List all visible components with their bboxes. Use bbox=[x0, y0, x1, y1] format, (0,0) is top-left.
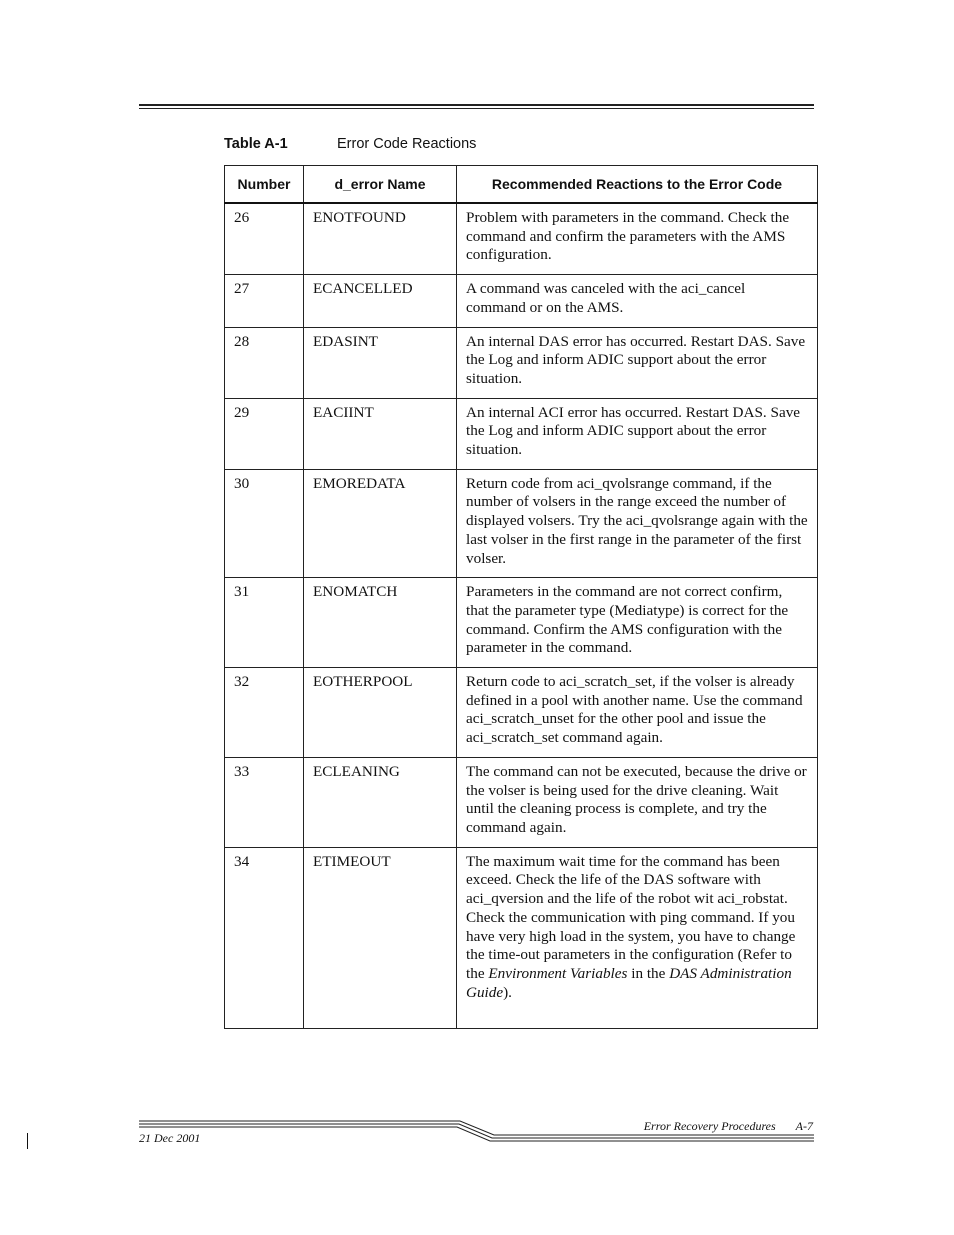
footer-section bbox=[644, 1119, 813, 1134]
error-reaction: Problem with parameters in the command. Check the command and confirm the parameters with the AMS configuration. bbox=[457, 203, 818, 275]
error-number: 33 bbox=[225, 757, 304, 847]
error-name: EACIINT bbox=[304, 398, 457, 469]
header-number: Number bbox=[225, 166, 304, 204]
error-number: 27 bbox=[225, 275, 304, 327]
reaction-text: ). bbox=[503, 983, 512, 1001]
header-reaction: Recommended Reactions to the Error Code bbox=[457, 166, 818, 204]
error-reaction: Parameters in the command are not correct confirm, that the parameter type (Mediatype) is correct for the command. Confirm the AMS configuration with the parameter in the command. bbox=[457, 578, 818, 668]
error-number: 29 bbox=[225, 398, 304, 469]
header-name: d_error Name bbox=[304, 166, 457, 204]
table-caption-title: Error Code Reactions bbox=[337, 136, 477, 152]
error-name: ECANCELLED bbox=[304, 275, 457, 327]
error-reaction: The command can not be executed, because the drive or the volser is being used for the drive cleaning. Wait until the cleaning process is complete, and try the command again. bbox=[457, 757, 818, 847]
reaction-text: in the bbox=[627, 964, 670, 982]
reaction-text: The maximum wait time for the command has been exceed. Check the life of the DAS software with aci_qversion and the life of the robot wit aci_robstat. Check the communication with ping command. If you have very high load in the system, you have to change the time-out parameters in the configuration (Refer to the bbox=[466, 852, 796, 982]
error-reaction: An internal DAS error has occurred. Restart DAS. Save the Log and inform ADIC support about the error situation. bbox=[457, 327, 818, 398]
error-name: ENOTFOUND bbox=[304, 203, 457, 275]
change-bar bbox=[27, 1133, 28, 1149]
footer-date: 21 Dec 2001 bbox=[139, 1131, 201, 1145]
error-name: ENOMATCH bbox=[304, 578, 457, 668]
error-name: EDASINT bbox=[304, 327, 457, 398]
footer-section-title: Error Recovery Procedures bbox=[643, 1119, 776, 1133]
error-number: 31 bbox=[225, 578, 304, 668]
error-reaction: Return code to aci_scratch_set, if the volser is already defined in a pool with another name. Use the command aci_scratch_unset for the other pool and issue the aci_scratch_set command again. bbox=[457, 668, 818, 758]
footer-page-number: A-7 bbox=[795, 1119, 813, 1133]
table-caption-label: Table A-1 bbox=[224, 136, 288, 152]
error-reaction: Return code from aci_qvolsrange command, if the number of volsers in the range exceed the number of displayed volsers. Try the aci_qvolsrange again with the last volser in the first range in the parameter of the first volser. bbox=[457, 469, 818, 578]
error-name: ETIMEOUT bbox=[304, 847, 457, 1028]
error-number: 34 bbox=[225, 847, 304, 1028]
error-reaction: An internal ACI error has occurred. Restart DAS. Save the Log and inform ADIC support about the error situation. bbox=[457, 398, 818, 469]
doc-reference-das-admin-guide: DAS Administration Guide bbox=[466, 964, 792, 1001]
error-number: 28 bbox=[225, 327, 304, 398]
error-number: 30 bbox=[225, 469, 304, 578]
doc-reference-environment-variables: Environment Variables bbox=[488, 964, 628, 982]
error-name: ECLEANING bbox=[304, 757, 457, 847]
error-reaction: A command was canceled with the aci_cancel command or on the AMS. bbox=[457, 275, 818, 327]
error-name: EOTHERPOOL bbox=[304, 668, 457, 758]
error-number: 26 bbox=[225, 203, 304, 275]
error-name: EMOREDATA bbox=[304, 469, 457, 578]
error-number: 32 bbox=[225, 668, 304, 758]
